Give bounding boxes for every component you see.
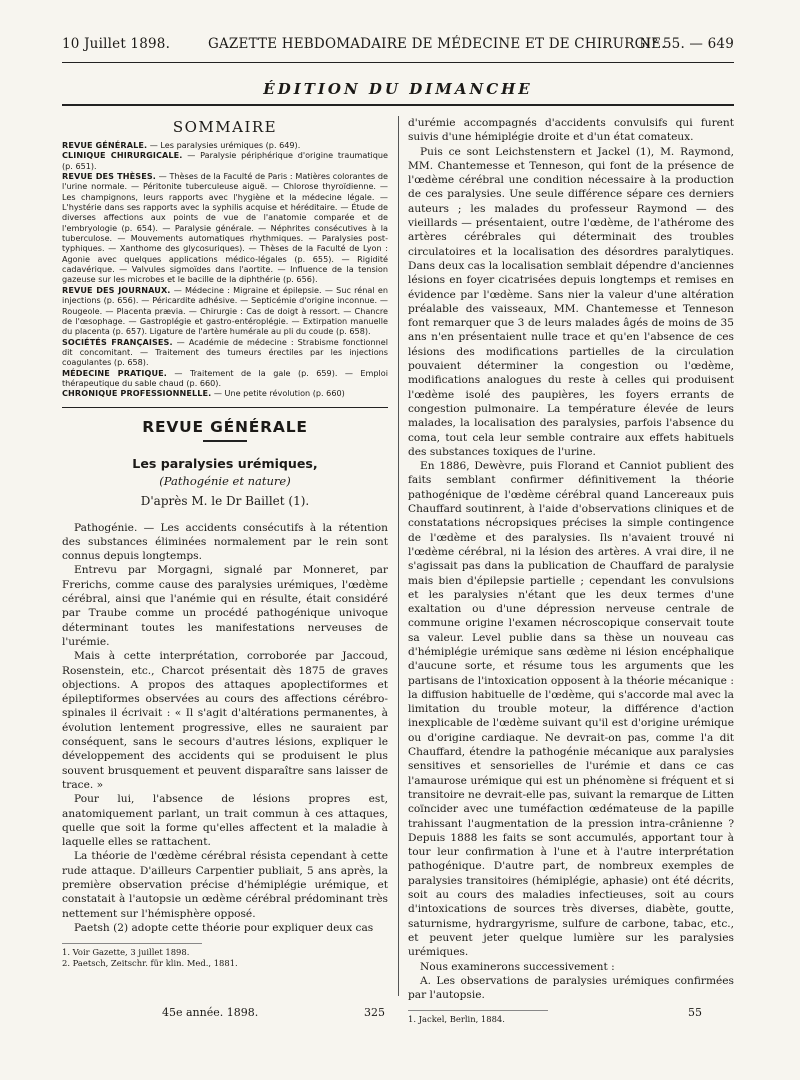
sommaire-item-text: — Médecine : Migraine et épilepsie. — Suc rénal en injections (p. 656). — Péricardite adhésive. — Septicémie d'origine inconnue. — Rougeole. — Placenta prævia. — Chirurgie : Cas de doigt à ressort. — Chancre de l'œsophage. — Gastroplégie et gastro-entéroplégie. — Extirpation manuelle du placenta (p. 657). Ligature de l'artère humérale au pli du coude (p. 658). [62,284,388,337]
footnote: 2. Paetsch, Zeitschr. für klin. Med., 1881. [62,957,238,968]
footnote: 1. Voir Gazette, 3 juillet 1898. [62,947,190,958]
page-number: 325 [364,1006,385,1019]
sommaire-item-label: CLINIQUE CHIRURGICALE. [62,150,183,161]
body-paragraph: Entrevu par Morgagni, signalé par Monneret, par Frerichs, comme cause des paralysies urémiques, l'œdème cérébral, ainsi que l'anémie qui en résulte, était considéré par Traube comme un procédé pathogénique univoque déterminant toutes les manifestations nerveuses de l'urémie. [62,564,388,648]
edition-label: ÉDITION DU DIMANCHE [263,80,533,98]
footnotes [62,943,238,968]
right-column [408,116,734,1025]
sommaire-item [62,368,388,389]
sommaire-item-text: — Paralysie périphérique d'origine traumatique (p. 651). [62,150,388,171]
section-underline [203,440,247,442]
sommaire-item [62,150,388,171]
sommaire-item-label: CHRONIQUE PROFESSIONNELLE. [62,388,212,399]
column-separator [398,116,399,996]
issue-date: 10 Juillet 1898. [62,36,171,52]
sheet-number: 55 [688,1006,702,1019]
left-column [62,116,388,968]
sommaire-list [62,140,388,399]
sommaire-title: SOMMAIRE [172,118,278,136]
body-paragraph: Puis ce sont Leichstenstern et Jackel (1), M. Raymond, MM. Chantemesse et Tenneson, qui font de la présence de l'œdème cérébral une condition nécessaire à la production de ces paralysies. Une seule différence sépare ces derniers auteurs ; les malades du professeur Raymond — des vieillards — présentaient, outre l'œdème, de l'athérome des artères cérébrales qui déterminait des troubles circulatoires et la localisation des désordres paralytiques. Dans deux cas la localisation semblait dépendre d'anciennes lésions en foyer cicatrisées depuis longtemps et remises en évidence par l'œdème. Sans nier la valeur d'une altération préalable des vaisseaux, MM. Chantemesse et Tenneson font remarquer que 3 de leurs malades âgés de moins de 35 ans n'en présentaient nulle trace et qu'en l'absence de ces lésions des modifications partielles de la circulation pouvaient déterminer la congestion ou l'œdème, modifications analogues du reste à celles qui produisent l'œdème isolé des paupières, les foyers errants de congestion pulmonaire. La température élevée de leurs malades, la localisation des paralysies, parfois l'absence du coma, tout cela leur semble contraire aux effets habituels des substances toxiques de l'urine. [408,145,734,458]
article-subtitle: (Pathogénie et nature) [159,473,291,488]
body-paragraph: Mais à cette interprétation, corroborée par Jaccoud, Rosenstein, etc., Charcot présentait dès 1875 de graves objections. A propos des attaques apoplectiformes et épileptiformes observées au cours des affections cérébro-spinales il écrivait : « Il s'agit d'altérations permanentes, à évolution lentement progressive, elles ne sauraient par conséquent, sans le secours d'autres lésions, expliquer le développement des accidents qui se produisent le plus souvent brusquement et peuvent disparaître sans laisser de trace. » [62,650,388,791]
article-title: Les paralysies urémiques, [132,455,318,471]
sommaire-item-label: REVUE GÉNÉRALE. [62,140,148,150]
sommaire-item [62,140,388,150]
body-paragraph: A. Les observations de paralysies urémiques confirmées par l'autopsie. [408,974,734,1002]
sommaire-item-text: — Académie de médecine : Strabisme fonctionnel dit concomitant. — Traitement des tumeurs érectiles par les injections coagulantes (p. 658). [62,336,388,368]
article-byline: D'après M. le Dr Baillet (1). [140,493,310,508]
section-rule [62,407,388,408]
sommaire-item-label: REVUE DES THÈSES. [62,171,156,182]
sommaire-item-label: REVUE DES JOURNAUX. [62,284,171,295]
body-paragraph: d'urémie accompagnés d'accidents convulsifs qui furent suivis d'une hémiplégie droite et d'un état comateux. [408,117,734,144]
running-head [62,36,734,58]
sommaire-item-text: — Les paralysies urémiques (p. 649). [147,140,301,150]
edition-rule [62,104,734,106]
journal-title: GAZETTE HEBDOMADAIRE DE MÉDECINE ET DE CHIRURGIE. [208,36,666,52]
body-paragraph: Nous examinerons successivement : [420,960,615,973]
body-paragraph: Pathogénie. — Les accidents consécutifs à la rétention des substances éliminées normalement par le rein sont connus depuis longtemps. [62,521,388,563]
sommaire-item-label: SOCIÉTÉS FRANÇAISES. [62,336,173,347]
sommaire-item [62,285,388,337]
sommaire-item [62,171,388,285]
body-paragraph: Pour lui, l'absence de lésions propres est, anatomiquement parlant, un trait commun à ces attaques, quelle que soit la forme qu'elles affectent et la maladie à laquelle elles se rattachent. [62,793,388,849]
footnotes [408,1010,548,1025]
section-title: REVUE GÉNÉRALE [142,417,308,436]
body-paragraph: La théorie de l'œdème cérébral résista cependant à cette rude attaque. D'ailleurs Carpentier publiait, 5 ans après, la première observation précise d'hémiplégie urémique, et constatait à l'autopsie un œdème cérébral prédominant très nettement sur l'hémisphère opposé. [62,850,388,920]
header-rule [62,62,734,63]
journal-page [62,0,734,1080]
sommaire-item-text: — Thèses de la Faculté de Paris : Matières colorantes de l'urine normale. — Péritonite tuberculeuse aiguë. — Chlorose thyroïdienne. — Les champignons, leurs rapports avec l'hygiène et la médecine légale. — L'hystérie dans ses rapports avec la syphilis acquise et héréditaire. — Étude de diverses affections aux points de vue de l'anatomie comparée et de l'embryologie (p. 654). — Paralysie générale. — Néphrites consécutives à la tuberculose. — Mouvements automatiques rhythmiques. — Paralysies post-typhiques. — Xanthome des glycosuriques). — Thèses de la Faculté de Lyon : Agonie avec quelques applications médico-légales (p. 655). — Rigidité cadavérique. — Valvules sigmoïdes dans l'aortite. — Influence de la tension gazeuse sur les microbes et le bacille de la diphthérie (p. 656). [62,171,388,285]
sommaire-item [62,337,388,368]
footnote: 1. Jackel, Berlin, 1884. [408,1014,505,1025]
sommaire-item-text: — Une petite révolution (p. 660) [211,388,345,399]
volume-year: 45e année. 1898. [162,1006,259,1019]
body-paragraph: Paetsh (2) adopte cette théorie pour expliquer deux cas [74,921,374,934]
sommaire-item [62,388,388,398]
sommaire-item-text: — Traitement de la gale (p. 659). — Emploi thérapeutique du sable chaud (p. 660). [62,367,388,388]
issue-number: N° 55. — 649 [639,36,734,52]
body-paragraph: En 1886, Dewèvre, puis Florand et Canniot publient des faits semblant confirmer définitivement la théorie pathogénique de l'œdème cérébral quand Lancereaux puis Chauffard soutinrent, à l'aide d'observations cliniques et de constatations nécropsiques précises la simple contingence de l'œdème et des paralysies. Ils n'avaient trouvé ni l'œdème cérébral, ni la lésion des artères. A vrai dire, il ne s'agissait pas dans la publication de Chauffard de paralysie mais bien d'épilepsie partielle ; cependant les convulsions et les paralysies n'étant que les deux termes d'une exaltation ou d'une dépression nerveuse centrale de commune origine l'examen nécroscopique conservait toute sa valeur. Level publie dans sa thèse un nouveau cas d'hémiplégie urémique sans œdème ni lésion encéphalique d'aucune sorte, et résume tous les arguments que les partisans de l'intoxication opposent à la théorie mécanique : la diffusion habituelle de l'œdème, qui s'accorde mal avec la limitation du trouble moteur, la différence d'action inexplicable de l'œdème suivant qu'il est d'origine urémique ou d'origine cardiaque. Ne devrait-on pas, comme l'a dit Chauffard, étendre la pathogénie mécanique aux paralysies sensitives et sensorielles de l'urémie et dans ce cas l'amaurose urémique qui est un phénomène si fréquent et si transitoire ne devrait-elle pas, suivant la remarque de Litten coïncider avec une tuméfaction œdémateuse de la papille trahissant l'augmentation de la pression intra-crânienne ? Depuis 1888 les faits se sont accumulés, apportant tour à tour leur confirmation à l'une et à l'autre interprétation pathogénique. D'autre part, de nombreux exemples de paralysies transitoires (hémiplégie, aphasie) ont été décrits, soit au cours des maladies infectieuses, soit au cours d'intoxications de sources très diverses, diabète, goutte, saturnisme, hydrargyrisme, sulfure de carbone, tabac, etc., et peuvent jeter quelque lumière sur les paralysies urémiques. [408,460,734,959]
sommaire-item-label: MÉDECINE PRATIQUE. [62,367,167,378]
